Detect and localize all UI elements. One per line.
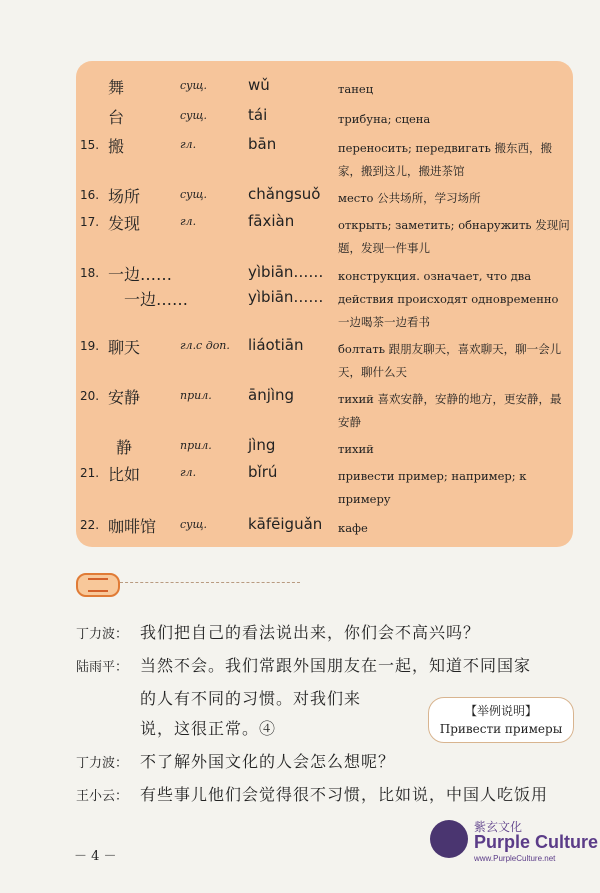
purple-culture-logo xyxy=(430,818,599,868)
dialogue-line: 当然不会。我们常跟外国朋友在一起，知道不同国家 xyxy=(140,656,532,675)
vocab-pinyin: bǐrú xyxy=(248,463,278,481)
vocab-hanzi: 聊天 xyxy=(108,338,141,357)
vocab-hanzi: 场所 xyxy=(108,187,141,206)
dialogue-line: 有些事儿他们会觉得很不习惯，比如说，中国人吃饭用 xyxy=(140,785,549,804)
vocab-hanzi: 比如 xyxy=(108,465,141,484)
vocab-hanzi: 发现 xyxy=(108,214,141,233)
vocab-hanzi: 台 xyxy=(108,108,125,127)
vocab-number: 16. xyxy=(80,188,100,202)
vocab-number: 15. xyxy=(80,138,100,152)
vocab-meaning: конструкция. означает, что два действия происходят одновременно 一边喝茶一边看书 xyxy=(338,269,559,329)
vocab-pos: гл.с доп. xyxy=(180,339,230,352)
vocab-meaning: место 公共场所，学习场所 xyxy=(338,191,481,205)
note-box xyxy=(428,697,574,743)
vocab-row xyxy=(76,514,573,538)
vocab-pos: сущ. xyxy=(180,79,208,92)
page-number: － 4 － xyxy=(74,849,117,864)
dialogue-speaker: 丁力波： xyxy=(76,627,129,642)
vocab-meaning: тихий xyxy=(338,442,374,456)
vocab-pinyin: kāfēiguǎn xyxy=(248,515,323,533)
dialogue-speaker: 丁力波： xyxy=(76,756,129,771)
vocab-hanzi: 舞 xyxy=(108,78,125,97)
vocab-pos: сущ. xyxy=(180,109,208,122)
vocab-pinyin: bān xyxy=(248,135,277,153)
dialogue-line: 的人有不同的习惯。对我们来 xyxy=(140,689,362,708)
vocab-row xyxy=(76,262,573,329)
vocab-pos: сущ. xyxy=(180,518,208,531)
vocab-pinyin: jìng xyxy=(248,436,276,454)
vocab-pos: гл. xyxy=(180,215,197,228)
section-badge-icon xyxy=(76,573,120,597)
dialogue-line: 不了解外国文化的人会怎么想呢？ xyxy=(140,752,396,771)
vocab-pos: гл. xyxy=(180,138,197,151)
dialogue-line: 说，这很正常。④ xyxy=(140,719,277,738)
vocab-meaning: танец xyxy=(338,82,374,96)
logo-url: www.PurpleCulture.net xyxy=(474,854,556,863)
logo-chinese-text: 紫玄文化 xyxy=(474,820,523,834)
vocab-meaning: привести пример; например; к примеру xyxy=(338,469,527,506)
vocab-meaning: открыть; заметить; обнаружить 发现问题，发现一件事儿 xyxy=(338,218,570,255)
vocab-row xyxy=(76,287,573,311)
vocab-hanzi: 一边…… xyxy=(124,290,189,309)
vocab-row xyxy=(76,75,573,99)
vocab-hanzi: 搬 xyxy=(108,137,125,156)
vocab-row xyxy=(76,134,573,178)
vocab-number: 17. xyxy=(80,215,100,229)
vocab-meaning: тихий 喜欢安静，安静的地方，更安静，最安静 xyxy=(338,392,562,429)
vocab-pos: прил. xyxy=(180,439,212,452)
vocab-pinyin: tái xyxy=(248,106,268,124)
vocab-hanzi: 一边…… xyxy=(108,265,173,284)
vocab-meaning: болтать 跟朋友聊天，喜欢聊天，聊一会儿天，聊什么天 xyxy=(338,342,562,379)
vocab-pinyin: liáotiān xyxy=(248,336,304,354)
logo-english-text: Purple Culture xyxy=(474,832,599,852)
vocab-pinyin: wǔ xyxy=(248,76,270,94)
note-title: 【举例说明】 xyxy=(464,704,537,718)
dialogue-line: 我们把自己的看法说出来，你们会不高兴吗？ xyxy=(140,623,481,642)
vocab-hanzi: 静 xyxy=(116,438,133,457)
vocab-pinyin: yìbiān…… xyxy=(248,288,324,306)
vocab-row xyxy=(76,335,573,379)
vocab-row xyxy=(76,435,573,459)
logo-emblem-icon xyxy=(430,820,468,858)
vocab-pinyin: chǎngsuǒ xyxy=(248,185,321,203)
vocab-number: 21. xyxy=(80,466,100,480)
vocab-row xyxy=(76,385,573,429)
vocab-pinyin: ānjìng xyxy=(248,386,295,404)
vocab-pos: прил. xyxy=(180,389,212,402)
note-body: Привести примеры xyxy=(439,722,563,736)
vocab-hanzi: 咖啡馆 xyxy=(108,517,157,536)
dialogue-speaker: 王小云： xyxy=(76,789,129,804)
vocab-number: 19. xyxy=(80,339,100,353)
vocab-meaning: переносить; передвигать 搬东西，搬家，搬到这儿，搬进茶馆 xyxy=(338,141,553,178)
vocab-hanzi: 安静 xyxy=(108,388,141,407)
vocab-number: 20. xyxy=(80,389,100,403)
vocabulary-table xyxy=(76,61,573,547)
vocab-pos: гл. xyxy=(180,466,197,479)
vocab-pos: сущ. xyxy=(180,188,208,201)
vocab-meaning: кафе xyxy=(338,521,368,535)
vocab-pinyin: fāxiàn xyxy=(248,212,295,230)
section-divider xyxy=(120,582,300,583)
vocab-row xyxy=(76,462,573,506)
vocab-row xyxy=(76,211,573,255)
vocab-meaning: трибуна; сцена xyxy=(338,112,431,126)
dialogue-speaker: 陆雨平： xyxy=(76,660,129,675)
vocab-row xyxy=(76,105,573,129)
vocab-row xyxy=(76,184,573,208)
vocab-number: 18. xyxy=(80,266,100,280)
vocab-number: 22. xyxy=(80,518,100,532)
vocab-pinyin: yìbiān…… xyxy=(248,263,324,281)
